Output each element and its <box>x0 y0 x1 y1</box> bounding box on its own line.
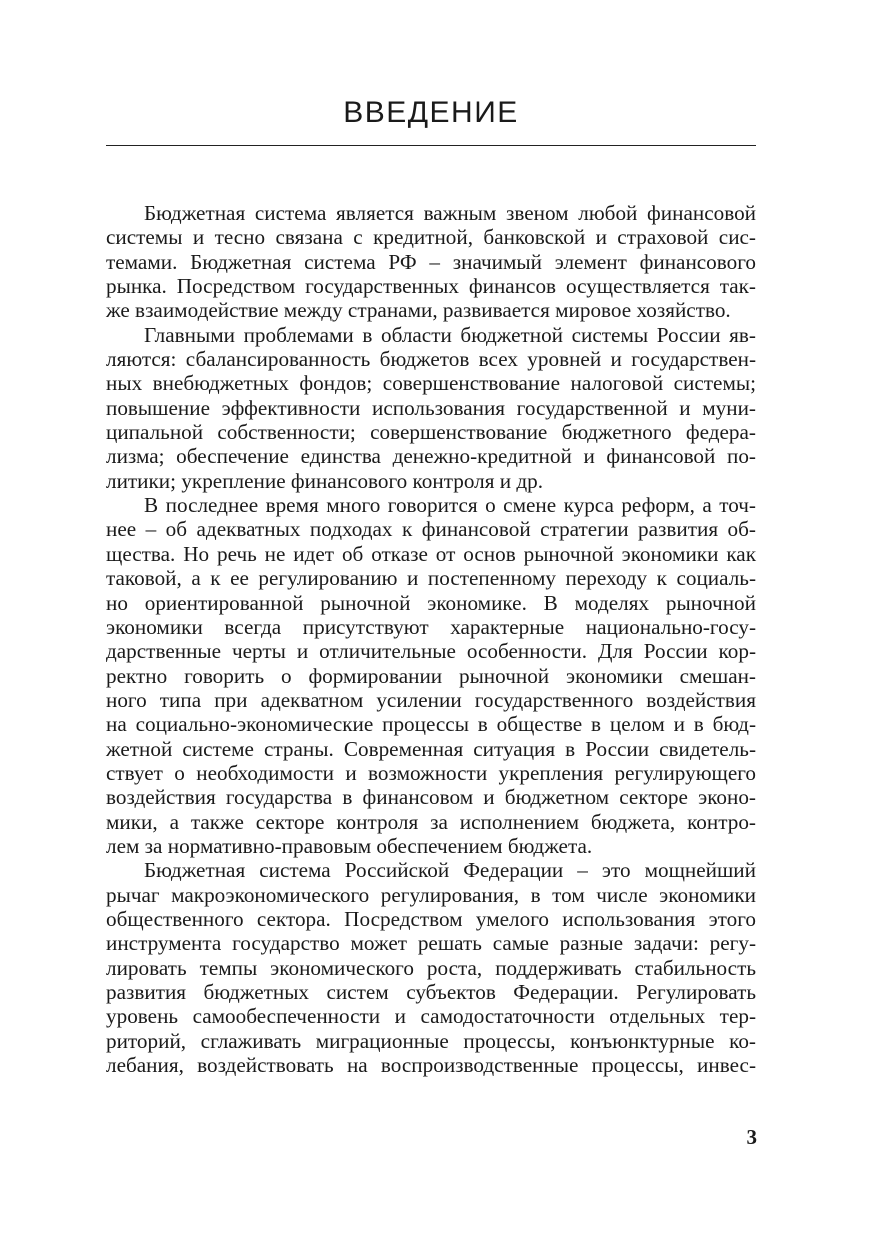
text-line: рычаг макроэкономического регулирования, в том числе экономики <box>106 882 756 907</box>
text-line: общественного сектора. Посредством умелого использования этого <box>106 906 756 931</box>
text-line: Бюджетная система является важным звеном любой финансовой <box>144 201 756 225</box>
text-line: воздействия государства в финансовом и бюджетном секторе эконо- <box>106 785 756 810</box>
text-line: риторий, сглаживать миграционные процессы, конъюнктурные ко- <box>106 1028 756 1053</box>
text-line: на социально-экономические процессы в обществе в целом и в бюд- <box>106 712 756 737</box>
text-line: В последнее время много говорится о смене курса реформ, а точ- <box>144 493 756 518</box>
text-line: системы и тесно связана с кредитной, банковской и страховой сис- <box>106 225 756 250</box>
page-title: ВВЕДЕНИЕ <box>343 96 519 129</box>
body-text <box>106 201 756 1077</box>
text-line: инструмента государство может решать самые разные задачи: регу- <box>106 931 756 956</box>
text-line: нее – об адекватных подходах к финансовой стратегии развития об- <box>106 517 756 542</box>
text-line: литики; укрепление финансового контроля и др. <box>106 468 544 493</box>
paragraph <box>106 201 756 323</box>
text-line: лизма; обеспечение единства денежно-кредитной и финансовой по- <box>106 444 756 469</box>
text-line: ствует о необходимости и возможности укрепления регулирующего <box>106 760 756 785</box>
text-line: повышение эффективности использования государственной и муни- <box>106 395 756 420</box>
page-number: 3 <box>746 1125 757 1149</box>
paragraph <box>106 858 756 1077</box>
text-line: лебания, воздействовать на воспроизводственные процессы, инвес- <box>106 1053 756 1078</box>
text-line: жетной системе страны. Современная ситуация в России свидетель- <box>106 736 756 761</box>
text-line: мики, а также секторе контроля за исполнением бюджета, контро- <box>106 809 756 834</box>
text-line: рынка. Посредством государственных финансов осуществляется так- <box>106 274 756 299</box>
text-line: ляются: сбалансированность бюджетов всех уровней и государствен- <box>106 347 756 372</box>
page-header <box>106 92 756 146</box>
text-line: ного типа при адекватном усилении государственного воздействия <box>106 687 756 712</box>
text-line: ректно говорить о формировании рыночной экономики смешан- <box>106 663 756 688</box>
text-line: таковой, а к ее регулированию и постепенному переходу к социаль- <box>106 566 756 591</box>
text-line: развития бюджетных систем субъектов Федерации. Регулировать <box>106 980 756 1004</box>
text-line: лировать темпы экономического роста, поддерживать стабильность <box>106 955 756 980</box>
text-line: щества. Но речь не идет об отказе от основ рыночной экономики как <box>106 541 756 566</box>
text-line: ных внебюджетных фондов; совершенствование налоговой системы; <box>106 371 756 396</box>
text-line: лем за нормативно-правовым обеспечением бюджета. <box>106 833 593 858</box>
text-line: дарственные черты и отличительные особенности. Для России кор- <box>106 639 756 664</box>
text-line: Главными проблемами в области бюджетной системы России яв- <box>144 322 756 347</box>
text-line: но ориентированной рыночной экономике. В моделях рыночной <box>106 590 756 615</box>
text-line: же взаимодействие между странами, развивается мировое хозяйство. <box>106 298 731 323</box>
text-line: темами. Бюджетная система РФ – значимый элемент финансового <box>106 249 756 274</box>
text-line: Бюджетная система Российской Федерации – это мощнейший <box>144 858 756 883</box>
text-line: ципальной собственности; совершенствование бюджетного федера- <box>106 420 756 445</box>
paragraph <box>106 493 756 858</box>
paragraph <box>106 323 756 493</box>
text-line: уровень самообеспеченности и самодостаточности отдельных тер- <box>106 1004 756 1029</box>
text-line: экономики всегда присутствуют характерные национально-госу- <box>106 614 756 639</box>
